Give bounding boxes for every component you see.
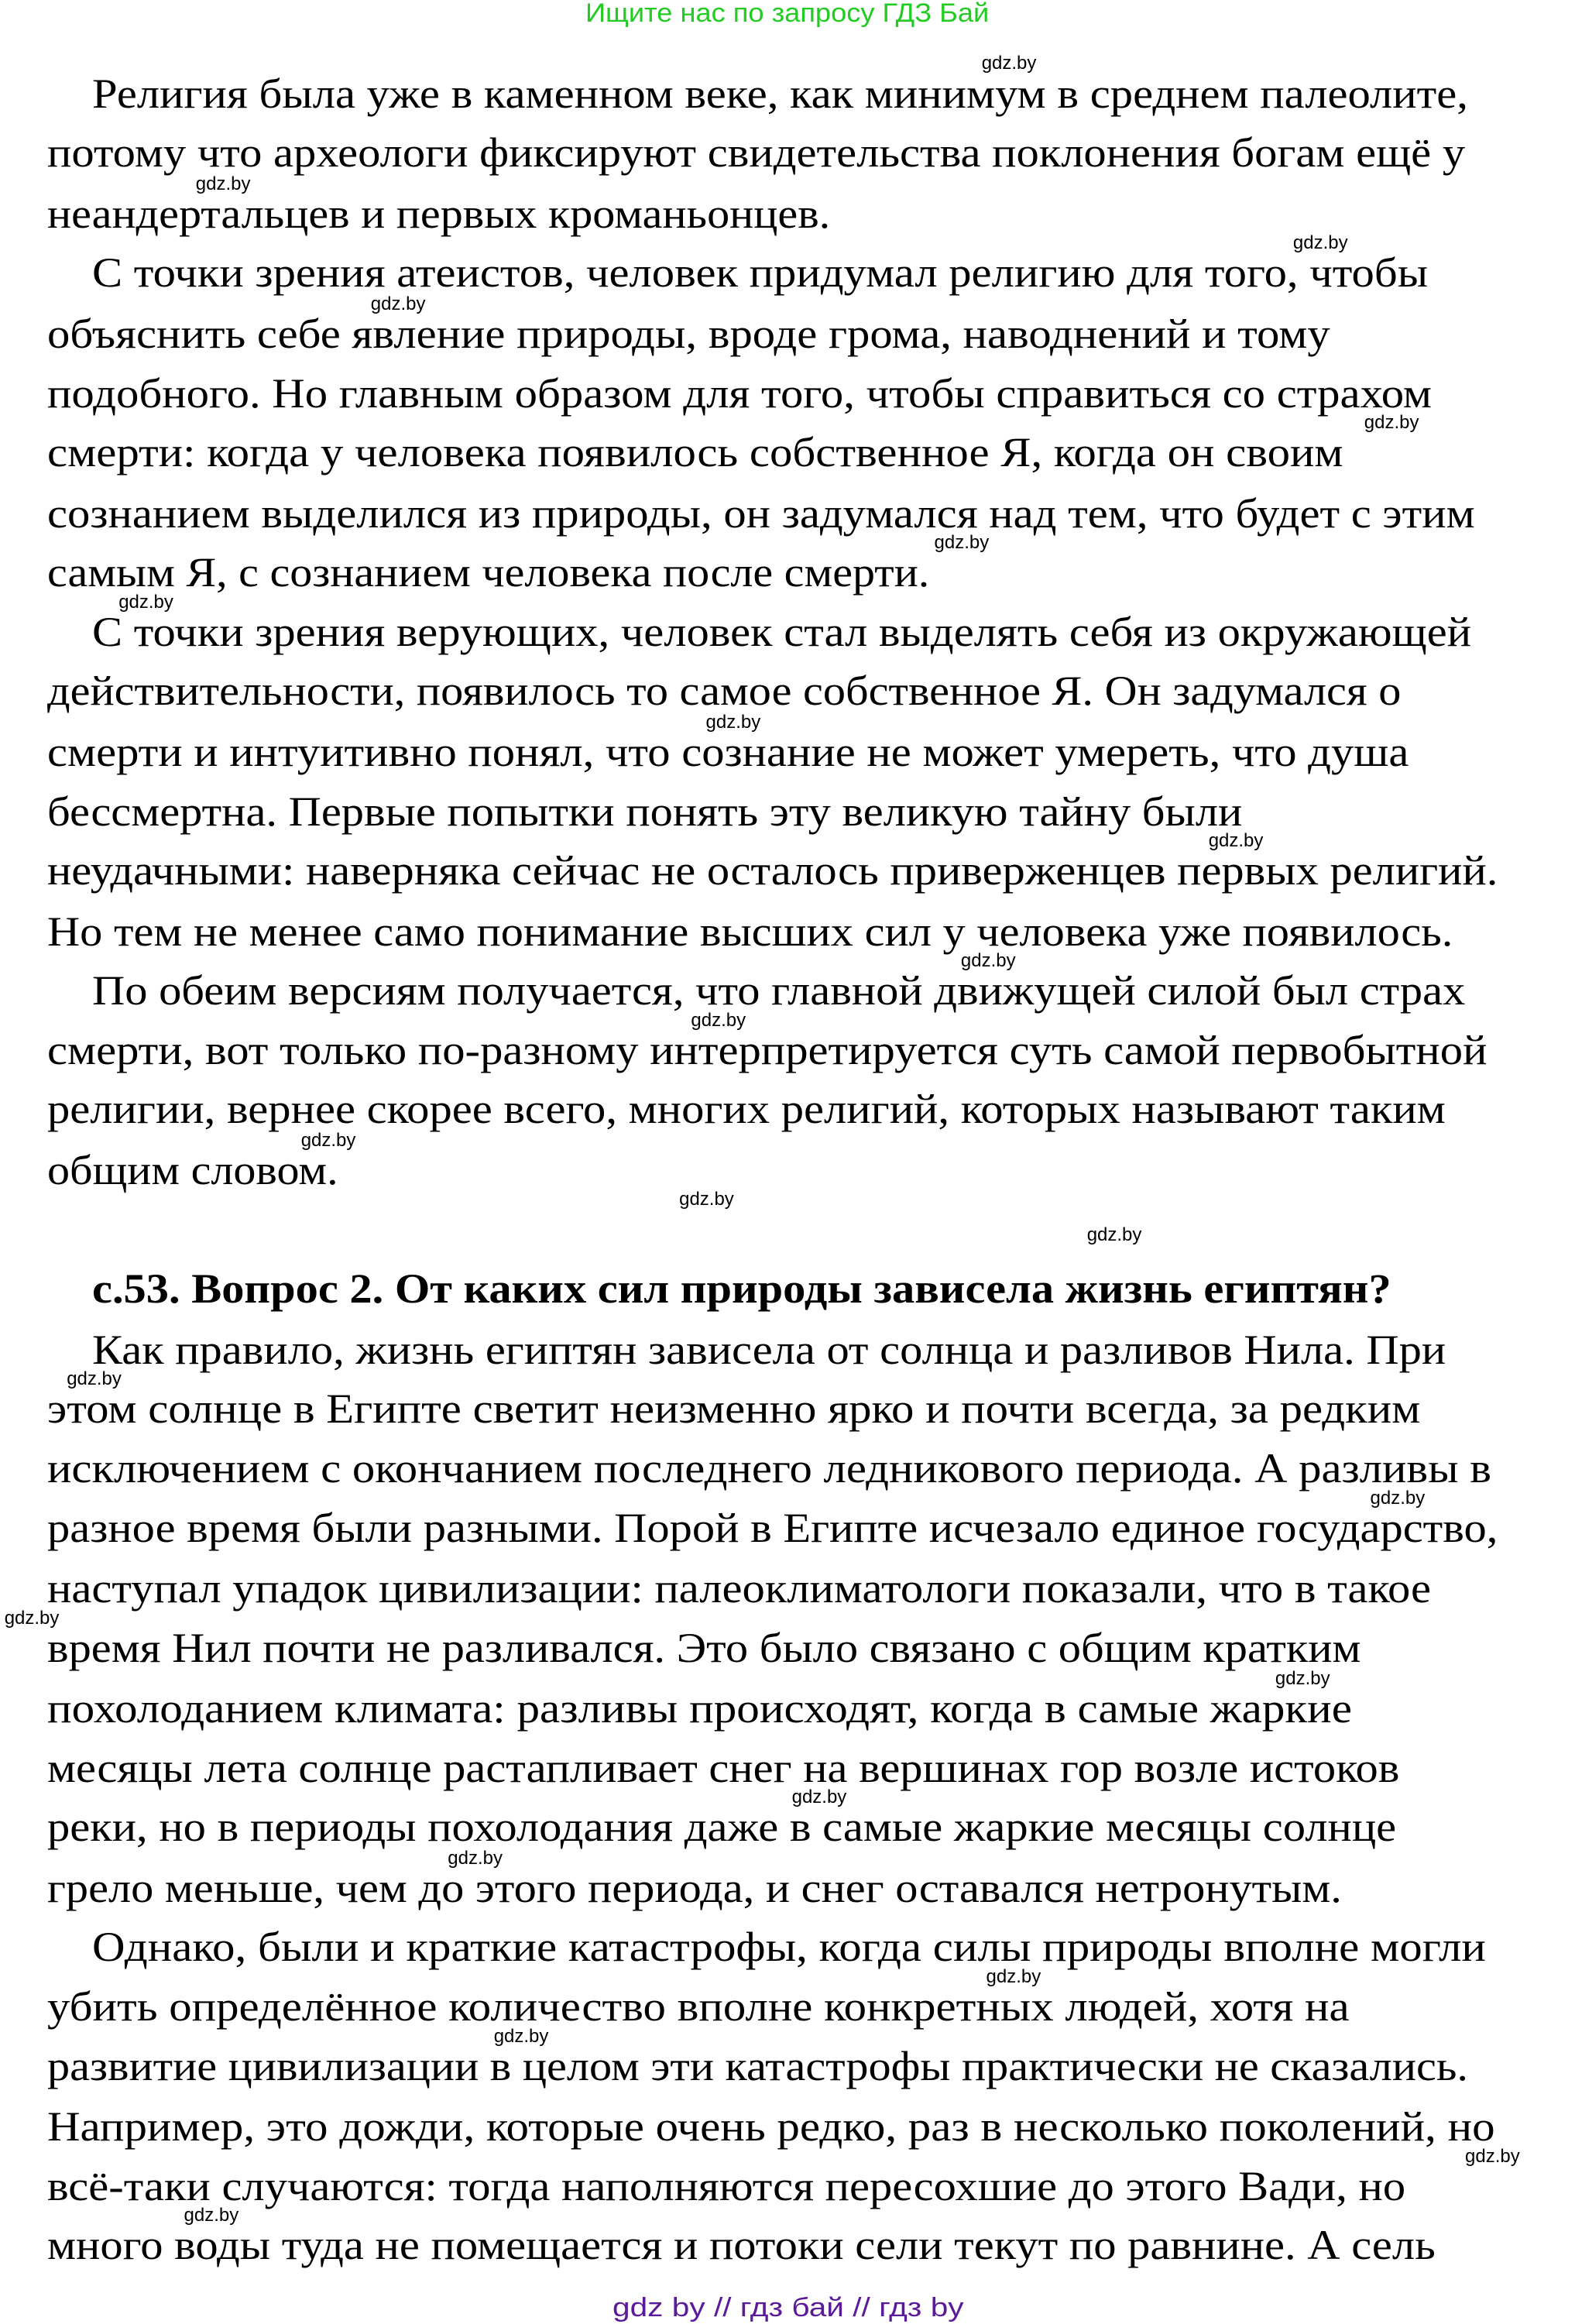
- watermark-gdz: gdz.by: [960, 949, 1016, 971]
- watermark-gdz: gdz.by: [1292, 232, 1348, 253]
- paragraph-line: Однако, были и краткие катастрофы, когда силы природы вполне могли: [91, 1924, 1486, 1971]
- watermark-gdz: gdz.by: [934, 532, 990, 554]
- watermark-gdz: gdz.by: [1275, 1667, 1330, 1689]
- section-heading: с.53. Вопрос 2. От каких сил природы зависела жизнь египтян?: [91, 1265, 1391, 1313]
- watermark-gdz: gdz.by: [195, 173, 251, 194]
- footer-links: gdz by // гдз бай // гдз by: [612, 2292, 964, 2322]
- paragraph-line: самым Я, с сознанием человека после смерти.: [47, 549, 930, 596]
- watermark-gdz: gdz.by: [67, 1368, 122, 1390]
- watermark-gdz: gdz.by: [1208, 829, 1264, 851]
- paragraph-line: С точки зрения атеистов, человек придумал религию для того, чтобы: [91, 249, 1428, 297]
- paragraph-line: много воды туда не помещается и потоки сели текут по равнине. А сель: [47, 2222, 1436, 2269]
- watermark-gdz: gdz.by: [118, 591, 173, 613]
- paragraph-line: месяцы лета солнце растапливает снег на вершинах гор возле истоков: [47, 1744, 1400, 1791]
- paragraph-line: Например, это дожди, которые очень редко, раз в несколько поколений, но: [47, 2103, 1495, 2151]
- paragraph-line: этом солнце в Египте светит неизменно ярко и почти всегда, за редким: [47, 1385, 1421, 1433]
- watermark-gdz: gdz.by: [791, 1787, 847, 1808]
- paragraph-line: С точки зрения верующих, человек стал выделять себя из окружающей: [91, 608, 1471, 655]
- paragraph-line: неандертальцев и первых кроманьонцев.: [47, 190, 831, 237]
- paragraph-line: потому что археологи фиксируют свидетельства поклонения богам ещё у: [47, 129, 1466, 177]
- paragraph-line: бессмертна. Первые попытки понять эту великую тайну были: [47, 788, 1243, 835]
- paragraph-line: действительности, появилось то самое собственное Я. Он задумался о: [47, 668, 1402, 715]
- paragraph-line: смерти и интуитивно понял, что сознание не может умереть, что душа: [47, 728, 1409, 775]
- paragraph-line: смерти: когда у человека появилось собственное Я, когда он своим: [47, 429, 1343, 476]
- paragraph-line: исключением с окончанием последнего ледникового периода. А разливы в: [47, 1444, 1492, 1492]
- watermark-gdz: gdz.by: [300, 1129, 356, 1151]
- watermark-gdz: gdz.by: [986, 1966, 1041, 1987]
- paragraph-line: Как правило, жизнь египтян зависела от солнца и разливов Нила. При: [91, 1326, 1446, 1373]
- paragraph-line: неудачными: наверняка сейчас не осталось приверженцев первых религий.: [47, 847, 1498, 894]
- paragraph-line: объяснить себе явление природы, вроде грома, наводнений и тому: [47, 310, 1330, 357]
- paragraph-line: Но тем не менее само понимание высших сил у человека уже появилось.: [47, 908, 1453, 955]
- watermark-gdz: gdz.by: [1086, 1224, 1142, 1246]
- paragraph-line: религии, вернее скорее всего, многих религий, которых называют таким: [47, 1086, 1446, 1133]
- watermark-gdz: gdz.by: [4, 1607, 60, 1629]
- watermark-gdz: gdz.by: [679, 1188, 734, 1210]
- watermark-gdz: gdz.by: [493, 2025, 549, 2047]
- watermark-gdz: gdz.by: [981, 53, 1037, 74]
- paragraph-line: реки, но в периоды похолодания даже в самые жаркие месяцы солнце: [47, 1804, 1397, 1851]
- paragraph-line: убить определённое количество вполне конкретных людей, хотя на: [47, 1983, 1350, 2030]
- paragraph-line: похолоданием климата: разливы происходят, когда в самые жаркие: [47, 1685, 1353, 1732]
- watermark-gdz: gdz.by: [691, 1009, 746, 1031]
- watermark-gdz: gdz.by: [370, 293, 426, 314]
- paragraph-line: Религия была уже в каменном веке, как минимум в среднем палеолите,: [91, 70, 1468, 117]
- paragraph-line: сознанием выделился из природы, он задумался над тем, что будет с этим: [47, 489, 1475, 537]
- watermark-gdz: gdz.by: [1465, 2145, 1520, 2167]
- watermark-gdz: gdz.by: [1364, 412, 1419, 434]
- paragraph-line: разное время были разными. Порой в Египте исчезало единое государство,: [47, 1504, 1498, 1551]
- paragraph-line: общим словом.: [47, 1146, 338, 1193]
- paragraph-line: развитие цивилизации в целом эти катастрофы практически не сказались.: [47, 2042, 1469, 2089]
- paragraph-line: наступал упадок цивилизации: палеоклиматологи показали, что в такое: [47, 1565, 1432, 1612]
- paragraph-line: смерти, вот только по-разному интерпретируется суть самой первобытной: [47, 1026, 1488, 1073]
- top-banner: Ищите нас по запросу ГДЗ Бай: [585, 0, 990, 29]
- watermark-gdz: gdz.by: [1370, 1487, 1426, 1509]
- watermark-gdz: gdz.by: [184, 2205, 239, 2226]
- paragraph-line: грело меньше, чем до этого периода, и снег оставался нетронутым.: [47, 1864, 1343, 1911]
- paragraph-line: всё-таки случаются: тогда наполняются пересохшие до этого Вади, но: [47, 2162, 1406, 2209]
- paragraph-line: время Нил почти не разливался. Это было связано с общим кратким: [47, 1624, 1361, 1671]
- watermark-gdz: gdz.by: [705, 711, 761, 733]
- paragraph-line: По обеим версиям получается, что главной движущей силой был страх: [91, 967, 1466, 1014]
- paragraph-line: подобного. Но главным образом для того, чтобы справиться со страхом: [47, 369, 1433, 417]
- watermark-gdz: gdz.by: [448, 1847, 503, 1869]
